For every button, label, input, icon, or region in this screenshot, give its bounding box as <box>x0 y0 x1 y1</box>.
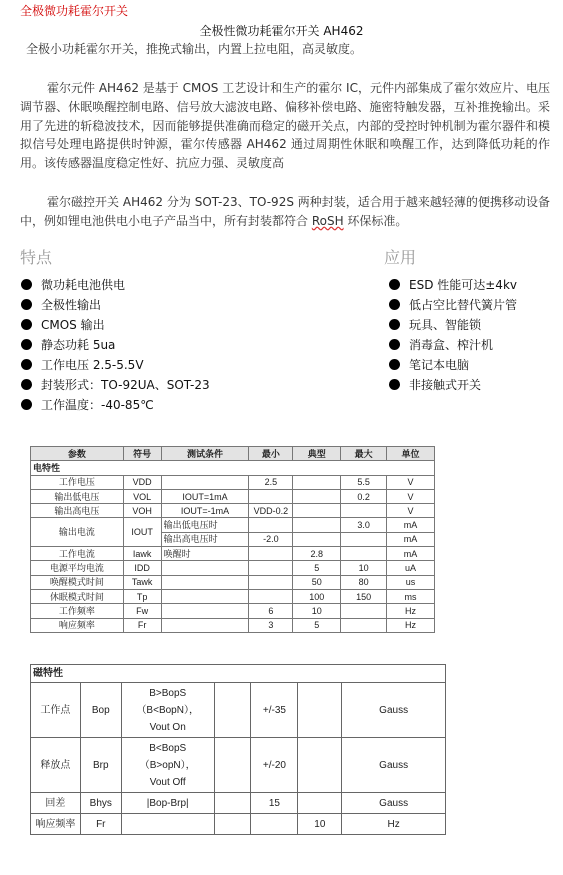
condition-line: |Bop-Brp| <box>146 797 189 809</box>
condition-line: （B>opN）， <box>139 759 196 771</box>
unit-cell: V <box>387 489 435 503</box>
value-cell <box>214 683 251 738</box>
intro-paragraph-2 <box>20 193 550 231</box>
max-cell: 80 <box>341 575 387 589</box>
feature-text: 静态功耗 5ua <box>41 337 116 352</box>
table-row <box>31 589 435 603</box>
application-text: 玩具、智能锁 <box>409 317 482 332</box>
magnetic-characteristics-table <box>30 664 446 835</box>
min-cell <box>249 518 293 532</box>
list-item <box>389 274 517 294</box>
symbol-cell: Bhys <box>80 793 121 814</box>
bullet-icon <box>21 299 32 310</box>
symbol-cell: Fr <box>123 618 161 632</box>
typ-cell <box>293 518 341 532</box>
typ-cell: 100 <box>293 589 341 603</box>
param-cell: 电源平均电流 <box>31 561 124 575</box>
typ-cell: 50 <box>293 575 341 589</box>
condition-line: （B<BopN）， <box>136 704 199 716</box>
bullet-icon <box>389 279 400 290</box>
unit-cell: ms <box>387 589 435 603</box>
symbol-cell: Fw <box>123 604 161 618</box>
value-cell: +/-35 <box>251 683 298 738</box>
unit-cell: mA <box>387 532 435 546</box>
para2-text: 霍尔磁控开关 AH462 分为 SOT-23、TO-92S 两种封装，适合用于越来越轻薄的便携移动设备中，例如锂电池供电小电子产品当中，所有封装都符合 <box>20 195 550 228</box>
typ-cell: 5 <box>293 561 341 575</box>
min-cell <box>249 547 293 561</box>
condition-cell <box>121 814 214 835</box>
param-cell: 释放点 <box>31 738 81 793</box>
condition-cell <box>161 589 249 603</box>
condition-cell <box>161 618 249 632</box>
features-list <box>21 274 210 414</box>
max-cell <box>341 547 387 561</box>
bullet-icon <box>389 359 400 370</box>
features-heading: 特点 <box>20 248 53 267</box>
unit-cell: Hz <box>387 604 435 618</box>
param-cell: 响应频率 <box>31 618 124 632</box>
list-item <box>21 274 210 294</box>
condition-line: B>BopS <box>149 687 187 699</box>
list-item <box>21 314 210 334</box>
min-cell <box>249 489 293 503</box>
param-cell: 响应频率 <box>31 814 81 835</box>
param-cell: 回差 <box>31 793 81 814</box>
intro-paragraph-1: 霍尔元件 AH462 是基于 CMOS 工艺设计和生产的霍尔 IC，元件内部集成了霍尔效应片、电压调节器、休眠唤醒控制电路、信号放大滤波电路、偏移补偿电路、施密特触发器，互补推挽输出。采用了先进的斩稳波技术，因而能够提供准确而稳定的磁开关点，内部的受控时钟机制为霍尔器件和模拟信号处理电路提供时钟源，霍尔传感器 AH462 通过周期性休眠和唤醒工作，达到降低功耗的作用。该传感器温度稳定性好、抗应力强、灵敏度高 <box>20 81 550 171</box>
table-row <box>31 518 435 532</box>
column-header: 最大 <box>341 447 387 461</box>
bullet-icon <box>21 279 32 290</box>
typ-cell: 10 <box>293 604 341 618</box>
symbol-cell: Tp <box>123 589 161 603</box>
min-cell <box>249 561 293 575</box>
typ-cell: 5 <box>293 618 341 632</box>
max-cell: 3.0 <box>341 518 387 532</box>
symbol-cell: Iawk <box>123 547 161 561</box>
column-header: 参数 <box>31 447 124 461</box>
value-cell <box>214 793 251 814</box>
symbol-cell: IDD <box>123 561 161 575</box>
condition-line: Vout On <box>149 721 186 733</box>
param-cell: 工作电压 <box>31 475 124 489</box>
value-cell <box>298 738 342 793</box>
condition-cell: 唤醒时 <box>161 547 249 561</box>
unit-cell: Hz <box>342 814 446 835</box>
unit-cell: Gauss <box>342 683 446 738</box>
unit-cell: V <box>387 475 435 489</box>
typ-cell: 2.8 <box>293 547 341 561</box>
bullet-icon <box>389 299 400 310</box>
rosh-text: RoSH <box>311 213 344 228</box>
value-cell: 10 <box>298 814 342 835</box>
min-cell <box>249 575 293 589</box>
max-cell <box>341 532 387 546</box>
feature-text: 工作温度：-40-85℃ <box>41 397 154 412</box>
list-item <box>389 374 517 394</box>
application-text: 消毒盒、榨汁机 <box>409 337 494 352</box>
value-cell <box>214 738 251 793</box>
applications-heading: 应用 <box>384 248 417 267</box>
list-item <box>389 334 517 354</box>
table-row <box>31 793 446 814</box>
section-row <box>31 461 435 475</box>
unit-cell: mA <box>387 518 435 532</box>
condition-cell <box>121 793 214 814</box>
application-text: 笔记本电脑 <box>409 357 470 372</box>
condition-cell <box>161 475 249 489</box>
feature-text: 微功耗电池供电 <box>41 277 126 292</box>
bullet-icon <box>389 379 400 390</box>
subtitle: 全极小功耗霍尔开关，推挽式输出，内置上拉电阻，高灵敏度。 <box>26 42 363 56</box>
table-row <box>31 475 435 489</box>
param-cell: 输出电流 <box>31 518 124 547</box>
condition-cell <box>161 561 249 575</box>
unit-cell: us <box>387 575 435 589</box>
min-cell <box>249 589 293 603</box>
max-cell: 5.5 <box>341 475 387 489</box>
param-cell: 休眠模式时间 <box>31 589 124 603</box>
column-header: 符号 <box>123 447 161 461</box>
min-cell: 2.5 <box>249 475 293 489</box>
condition-cell <box>121 738 214 793</box>
table-row <box>31 738 446 793</box>
table-row <box>31 561 435 575</box>
condition-cell: 输出高电压时 <box>161 532 249 546</box>
bullet-icon <box>21 379 32 390</box>
param-cell: 工作点 <box>31 683 81 738</box>
typ-cell <box>293 489 341 503</box>
max-cell: 150 <box>341 589 387 603</box>
value-cell: 15 <box>251 793 298 814</box>
bullet-icon <box>389 339 400 350</box>
para2-text-end: 环保标准。 <box>343 213 408 228</box>
max-cell: 10 <box>341 561 387 575</box>
symbol-cell: VDD <box>123 475 161 489</box>
unit-cell: Hz <box>387 618 435 632</box>
table-row <box>31 504 435 518</box>
max-cell <box>341 618 387 632</box>
unit-cell: V <box>387 504 435 518</box>
min-cell: 3 <box>249 618 293 632</box>
bullet-icon <box>21 399 32 410</box>
min-cell: VDD-0.2 <box>249 504 293 518</box>
feature-text: CMOS 输出 <box>41 317 105 332</box>
list-item <box>389 294 517 314</box>
list-item <box>21 334 210 354</box>
param-cell: 输出高电压 <box>31 504 124 518</box>
condition-line: B<BopS <box>149 742 187 754</box>
bullet-icon <box>389 319 400 330</box>
typ-cell <box>293 475 341 489</box>
document-title: 全极性微功耗霍尔开关 AH462 <box>199 24 364 38</box>
unit-cell: Gauss <box>342 793 446 814</box>
application-text: 非接触式开关 <box>409 377 482 392</box>
condition-cell <box>161 575 249 589</box>
table-row <box>31 814 446 835</box>
bullet-icon <box>21 319 32 330</box>
electrical-characteristics-table <box>30 446 435 633</box>
top-title: 全极微功耗霍尔开关 <box>20 4 129 18</box>
condition-cell: IOUT=1mA <box>161 489 249 503</box>
section-label: 磁特性 <box>31 665 446 683</box>
symbol-cell: VOL <box>123 489 161 503</box>
symbol-cell: IOUT <box>123 518 161 547</box>
table-row <box>31 683 446 738</box>
param-cell: 工作频率 <box>31 604 124 618</box>
condition-line: Vout Off <box>149 776 186 788</box>
unit-cell: uA <box>387 561 435 575</box>
table-row <box>31 489 435 503</box>
min-cell: 6 <box>249 604 293 618</box>
symbol-cell: Fr <box>80 814 121 835</box>
condition-cell <box>121 683 214 738</box>
condition-cell <box>161 604 249 618</box>
symbol-cell: VOH <box>123 504 161 518</box>
typ-cell <box>293 532 341 546</box>
value-cell: +/-20 <box>251 738 298 793</box>
list-item <box>21 294 210 314</box>
application-text: ESD 性能可达±4kv <box>409 277 517 292</box>
feature-text: 工作电压 2.5-5.5V <box>41 357 144 372</box>
application-text: 低占空比替代簧片管 <box>409 297 518 312</box>
table-row <box>31 547 435 561</box>
column-header: 最小 <box>249 447 293 461</box>
param-cell: 唤醒模式时间 <box>31 575 124 589</box>
list-item <box>389 354 517 374</box>
condition-cell: IOUT=-1mA <box>161 504 249 518</box>
value-cell <box>214 814 251 835</box>
symbol-cell: Brp <box>80 738 121 793</box>
value-cell <box>298 683 342 738</box>
table-row <box>31 575 435 589</box>
table-header-row <box>31 447 435 461</box>
symbol-cell: Tawk <box>123 575 161 589</box>
applications-list <box>389 274 517 394</box>
param-cell: 工作电流 <box>31 547 124 561</box>
max-cell: 0.2 <box>341 489 387 503</box>
list-item <box>21 394 210 414</box>
list-item <box>389 314 517 334</box>
bullet-icon <box>21 339 32 350</box>
feature-text: 全极性输出 <box>41 297 102 312</box>
column-header: 典型 <box>293 447 341 461</box>
table-row <box>31 618 435 632</box>
column-header: 单位 <box>387 447 435 461</box>
unit-cell: mA <box>387 547 435 561</box>
max-cell <box>341 504 387 518</box>
typ-cell <box>293 504 341 518</box>
section-label: 电特性 <box>31 461 435 475</box>
feature-text: 封装形式：TO-92UA、SOT-23 <box>41 377 210 392</box>
max-cell <box>341 604 387 618</box>
list-item <box>21 374 210 394</box>
bullet-icon <box>21 359 32 370</box>
table-row <box>31 604 435 618</box>
condition-cell: 输出低电压时 <box>161 518 249 532</box>
value-cell <box>298 793 342 814</box>
symbol-cell: Bop <box>80 683 121 738</box>
column-header: 测试条件 <box>161 447 249 461</box>
unit-cell: Gauss <box>342 738 446 793</box>
list-item <box>21 354 210 374</box>
value-cell <box>251 814 298 835</box>
section-row <box>31 665 446 683</box>
param-cell: 输出低电压 <box>31 489 124 503</box>
min-cell: -2.0 <box>249 532 293 546</box>
